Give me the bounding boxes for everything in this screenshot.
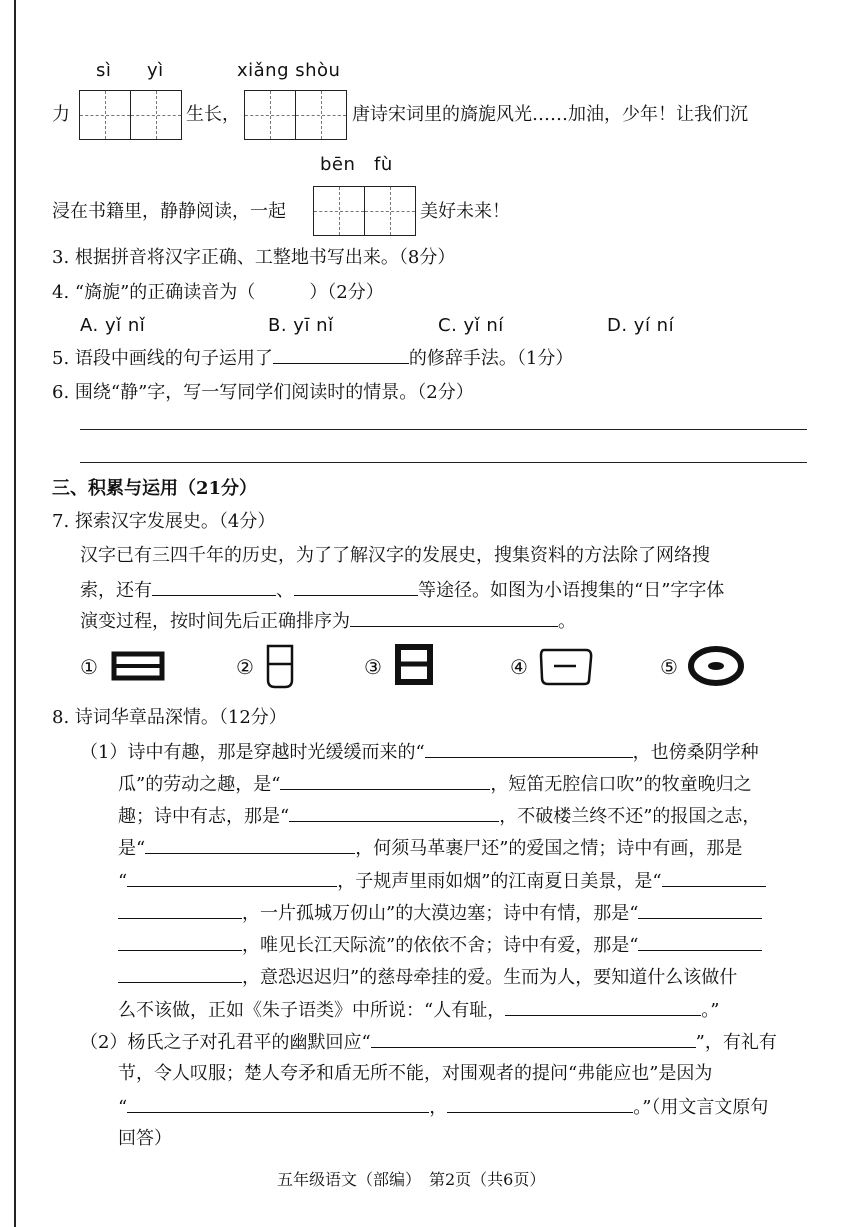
answer-blank[interactable] [127,868,337,887]
ri-glyph-1-icon [108,648,168,684]
q8-text: ，唯见长江天际流”的依依不舍；诗中有爱，那是“ [118,932,762,959]
answer-blank[interactable] [118,964,242,983]
question-4: 4. “旖旎”的正确读音为（ ）（2分） [52,282,384,303]
answer-grid-benfu[interactable] [313,186,416,236]
answer-blank[interactable] [638,900,762,919]
answer-blank[interactable] [280,771,490,790]
passage-text: 美好未来！ [420,201,510,222]
ri-glyph-5-icon [686,644,746,688]
question-5: 5. 语段中画线的句子运用了 的修辞手法。（1分） [52,345,573,372]
answer-blank[interactable] [289,803,499,822]
q8-text: “ ，子规声里雨如烟”的江南夏日美景，是“ [118,868,766,895]
q8-text: ，意恐迟迟归”的慈母牵挂的爱。生而为人，要知道什么该做什 [118,964,737,991]
q8-text: （1）诗中有趣，那是穿越时光缓缓而来的“ ，也傍桑阴学种 [80,739,759,766]
pinyin-yi: yì [147,60,164,81]
answer-blank[interactable] [638,932,762,951]
q8-text: （2）杨氏之子对孔君平的幽默回应“ ”，有礼有 [80,1029,777,1056]
answer-blank[interactable] [425,739,633,758]
pinyin-si: sì [96,60,112,81]
q7-text: 汉字已有三四千年的历史，为了了解汉字的发展史，搜集资料的方法除了网络搜 [80,545,710,566]
answer-blank[interactable] [145,835,355,854]
answer-blank[interactable] [371,1029,696,1048]
question-7-title: 7. 探索汉字发展史。（4分） [52,511,276,532]
question-3: 3. 根据拼音将汉字正确、工整地书写出来。（8分） [52,247,456,268]
glyph-label-4: ④ [510,655,528,679]
answer-blank[interactable] [118,900,242,919]
answer-grid-siyi[interactable] [79,90,182,140]
page-footer: 五年级语文（部编） 第2页（共6页） [277,1170,546,1189]
pinyin-ben: bēn [320,154,356,175]
ri-glyph-2-icon [262,640,298,692]
q7-text: 索，还有 、 等途径。如图为小语搜集的“日”字字体 [80,577,724,604]
q7-text: 演变过程，按时间先后正确排序为 。 [80,608,576,635]
binding-line [14,0,16,1227]
q8-text: 是“ ，何须马革裹尸还”的爱国之情；诗中有画，那是 [118,835,742,862]
question-6: 6. 围绕“静”字，写一写同学们阅读时的情景。（2分） [52,382,474,403]
q8-text: 回答） [118,1128,172,1149]
answer-line[interactable] [80,462,807,463]
option-b[interactable]: B. yī nǐ [268,315,334,336]
answer-blank[interactable] [127,1094,429,1113]
q8-text: 瓜”的劳动之趣，是“ ，短笛无腔信口吹”的牧童晚归之 [118,771,752,798]
option-a[interactable]: A. yǐ nǐ [80,315,146,336]
answer-blank[interactable] [662,868,766,887]
answer-blank[interactable] [294,577,418,596]
answer-grid-xiangshou[interactable] [244,90,347,140]
ri-glyph-4-icon [536,644,596,688]
answer-blank[interactable] [152,577,276,596]
option-c[interactable]: C. yǐ ní [438,315,504,336]
passage-text: 力 [52,104,70,125]
glyph-label-3: ③ [364,655,382,679]
ri-glyph-3-icon [392,642,436,688]
answer-blank[interactable] [273,345,409,364]
answer-blank[interactable] [447,1094,633,1113]
q8-text: “ ， 。”（用文言文原句 [118,1094,768,1121]
question-8-title: 8. 诗词华章品深情。（12分） [52,707,287,728]
pinyin-xiangshou: xiǎng shòu [237,60,341,81]
glyph-label-1: ① [80,655,98,679]
q8-text: ，一片孤城万仞山”的大漠边塞；诗中有情，那是“ [118,900,762,927]
answer-blank[interactable] [350,608,558,627]
answer-blank[interactable] [505,997,701,1016]
pinyin-fu: fù [374,154,393,175]
q8-text: 趣；诗中有志，那是“ ，不破楼兰终不还”的报国之志， [118,803,760,830]
section-heading: 三、积累与运用（21分） [52,478,258,499]
passage-text: 唐诗宋词里的旖旎风光……加油，少年！让我们沉 [352,104,748,125]
glyph-label-2: ② [236,655,254,679]
option-d[interactable]: D. yí ní [607,315,675,336]
passage-text: 浸在书籍里，静静阅读，一起 [52,201,286,222]
q8-text: 么不该做，正如《朱子语类》中所说：“人有耻， 。” [118,997,719,1024]
passage-text: 生长， [186,104,240,125]
answer-blank[interactable] [118,932,242,951]
answer-line[interactable] [80,429,807,430]
glyph-label-5: ⑤ [660,655,678,679]
q8-text: 节，令人叹服；楚人夸矛和盾无所不能，对围观者的提问“弗能应也”是因为 [118,1063,713,1084]
